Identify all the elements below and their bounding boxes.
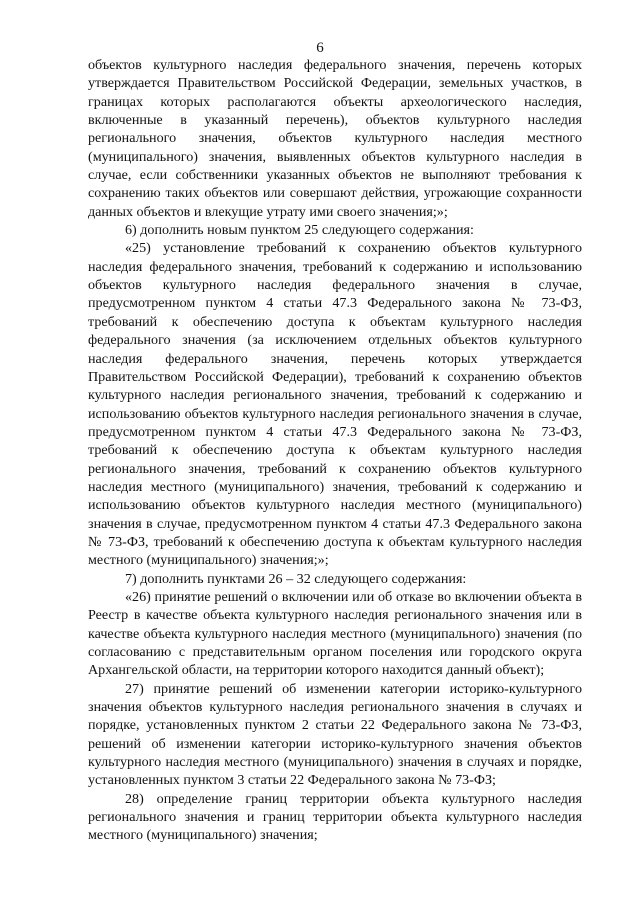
paragraph-item-26: «26) принятие решений о включении или об отказе во включении объекта в Реестр в качестве объекта культурного наследия регионального значения или в качестве объекта культурного наследия местного (муниципального) значения (по согласованию с представительным органом поселения или городского округа Архангельской области, на территории которого находится данный объект); [88, 588, 582, 679]
paragraph-item-28: 28) определение границ территории объекта культурного наследия регионального значения и границ территории объекта культурного наследия местного (муниципального) значения; [88, 790, 582, 844]
paragraph-item-25: «25) установление требований к сохранению объектов культурного наследия федерального значения, требований к содержанию и использованию объектов культурного наследия федерального значения в случае, предусмотренном пунктом 4 статьи 47.3 Федерального закона № 73-ФЗ, требований к обеспечению доступа к объектам культурного наследия федерального значения (за исключением отдельных объектов культурного наследия федерального значения, перечень которых утверждается Правительством Российской Федерации), требований к сохранению объектов культурного наследия регионального значения, требований к содержанию и использованию объектов культурного наследия регионального значения в случае, предусмотренном пунктом 4 статьи 47.3 Федерального закона № 73-ФЗ, требований к обеспечению доступа к объектам культурного наследия регионального значения, требований к сохранению объектов культурного наследия местного (муниципального) значения, требований к содержанию и использованию объектов культурного наследия местного (муниципального) значения в случае, предусмотренном пунктом 4 статьи 47.3 Федерального закона № 73-ФЗ, требований к обеспечению доступа к объектам культурного наследия местного (муниципального) значения;»; [88, 240, 582, 569]
document-body [88, 56, 582, 845]
paragraph-item-7: 7) дополнить пунктами 26 – 32 следующего содержания: [125, 570, 467, 587]
paragraph-continuation: объектов культурного наследия федерального значения, перечень которых утверждается Правительством Российской Федерации, земельных участков, в границах которых располагаются объекты археологического наследия, включенные в указанный перечень), объектов культурного наследия регионального значения, объектов культурного наследия местного (муниципального) значения, выявленных объектов культурного наследия в случае, если собственники указанных объектов не выполняют требования к сохранению таких объектов или совершают действия, угрожающие сохранности данных объектов и влекущие утрату ими своего значения;»; [88, 57, 582, 220]
paragraph-item-6: 6) дополнить новым пунктом 25 следующего содержания: [125, 222, 474, 239]
paragraph-item-27: 27) принятие решений об изменении категории историко-культурного значения объектов культурного наследия регионального значения в случаях и порядке, установленных пунктом 2 статьи 22 Федерального закона № 73-ФЗ, решений об изменении категории историко-культурного значения объектов культурного наследия местного (муниципального) значения в случаях и порядке, установленных пунктом 3 статьи 22 Федерального закона № 73-ФЗ; [88, 680, 582, 789]
page-number: 6 [316, 40, 324, 56]
